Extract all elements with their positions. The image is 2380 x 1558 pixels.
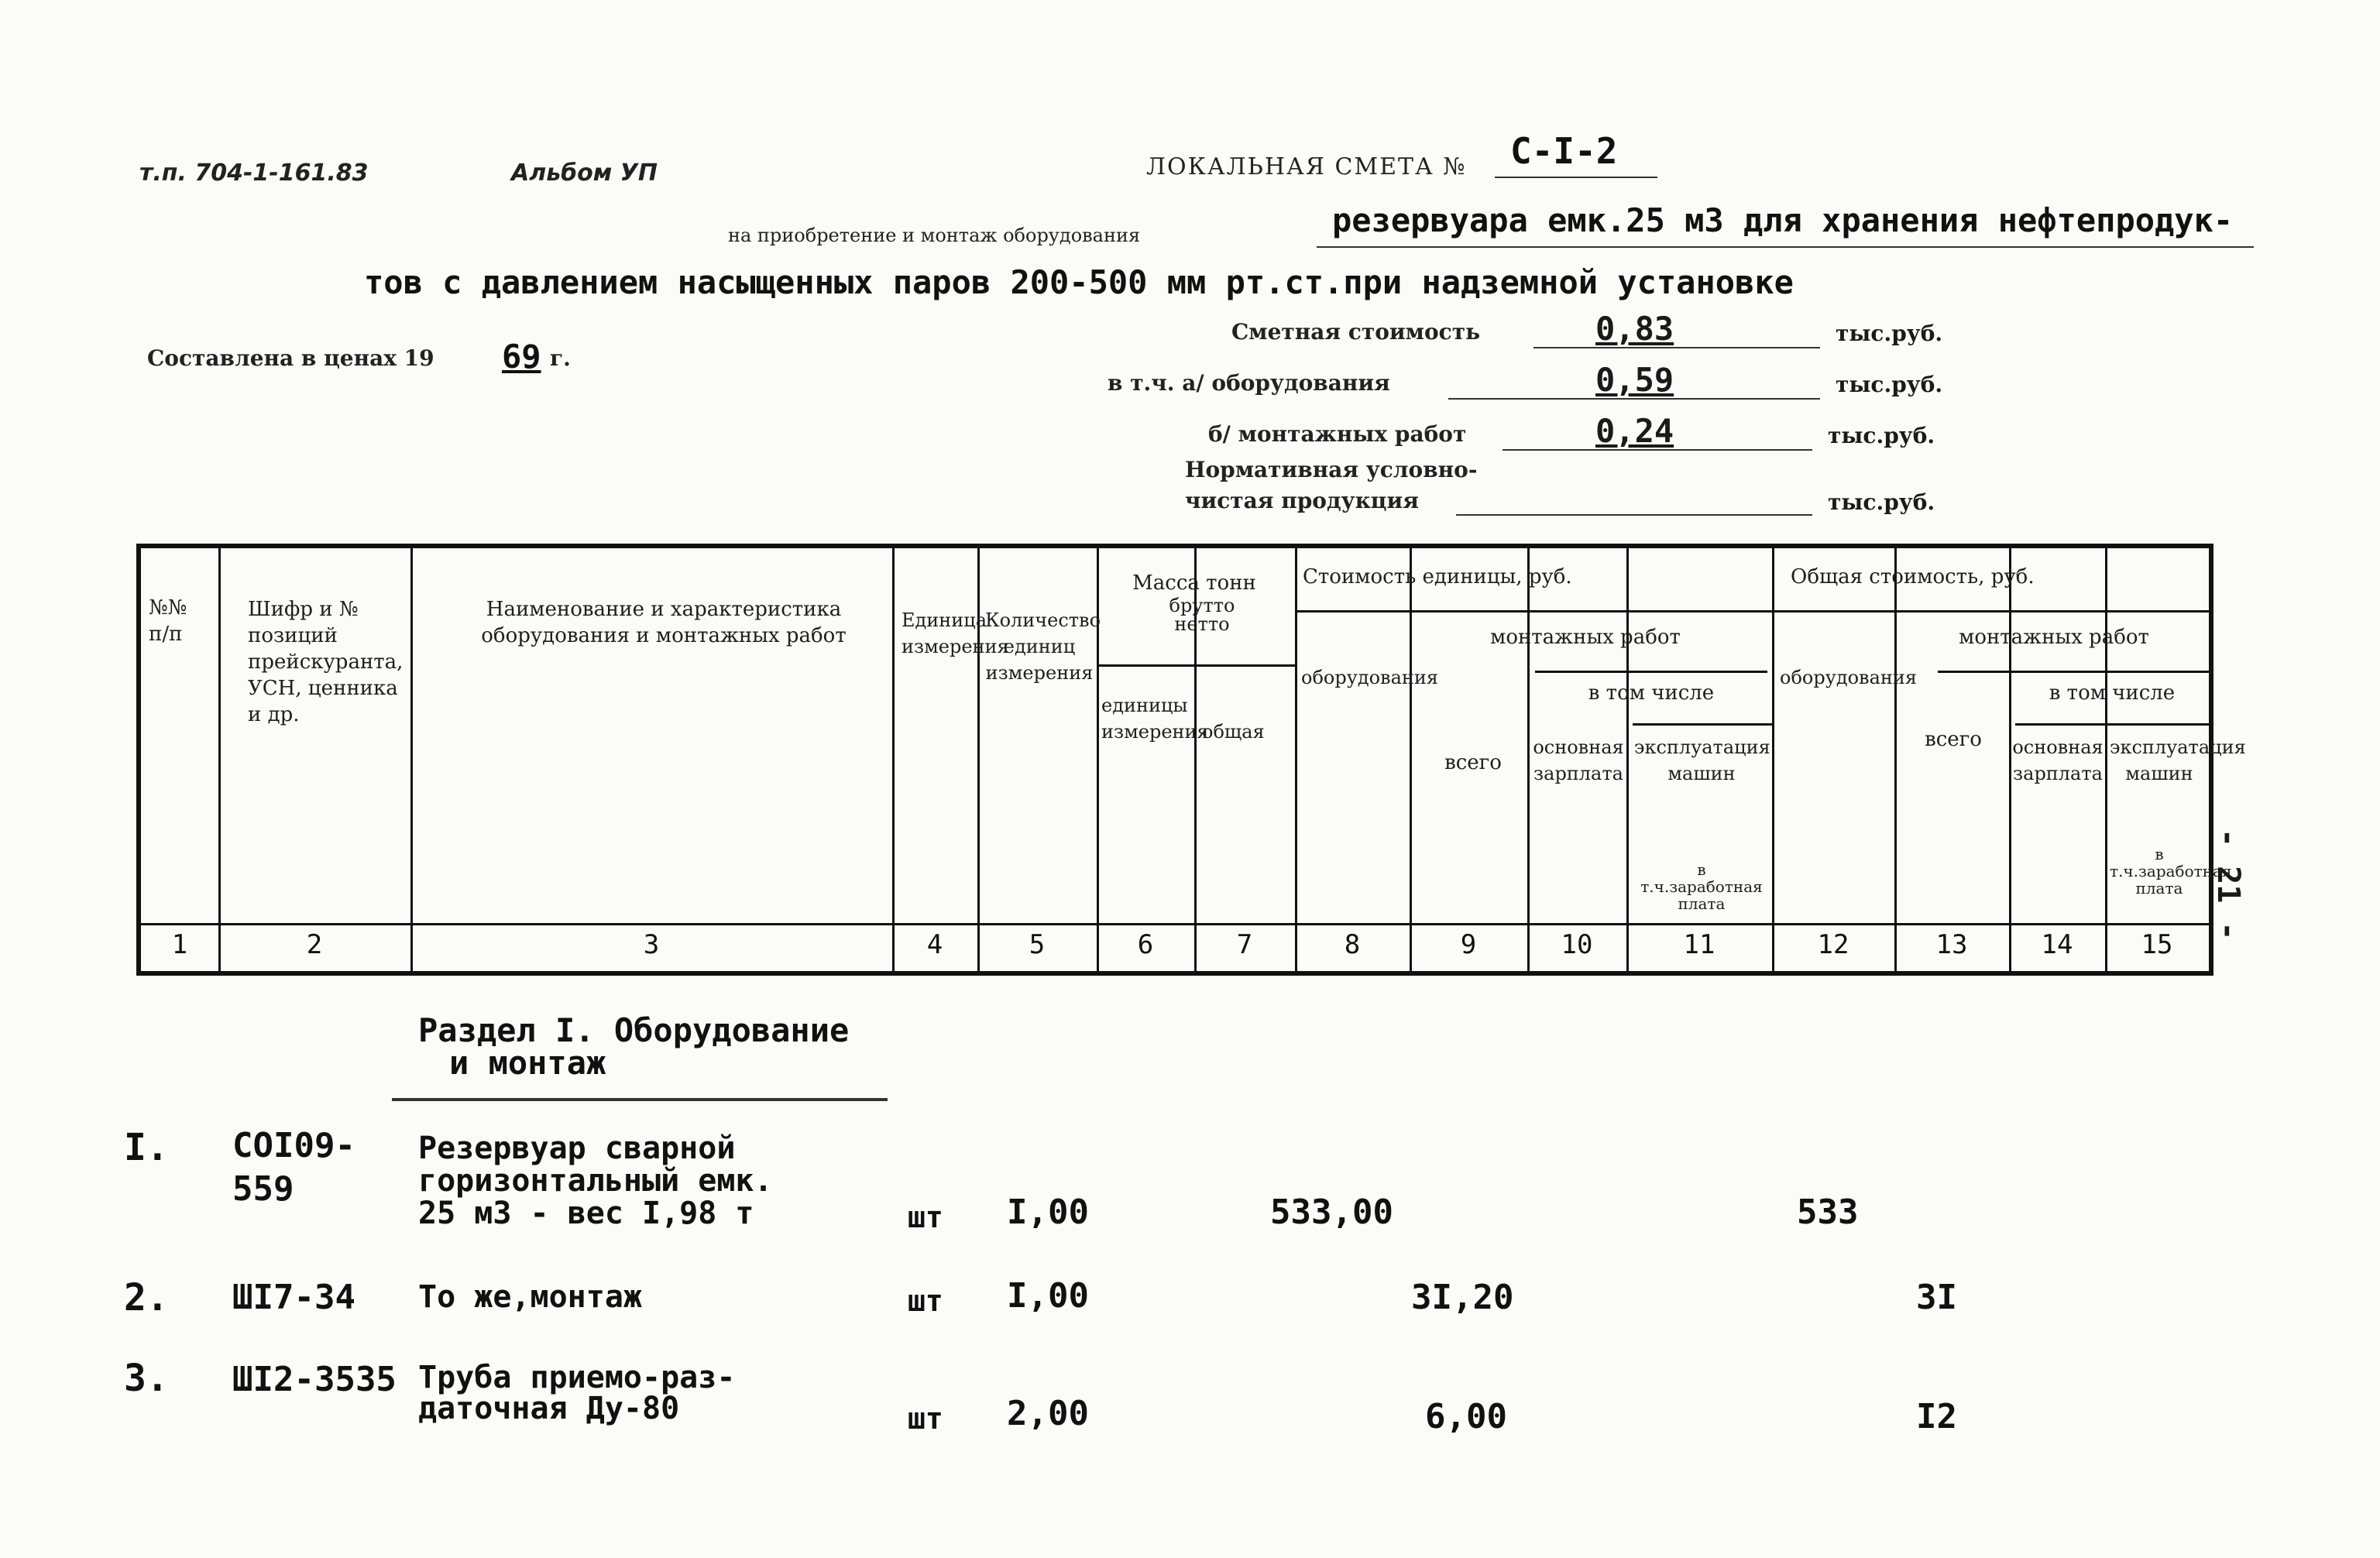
header-col-15a: эксплуатация машин <box>2110 736 2246 784</box>
total-cost-unit: тыс.руб. <box>1836 321 1943 346</box>
header-mass: Масса тонн <box>1132 571 1256 595</box>
row-divider <box>1535 671 1767 673</box>
col-number: 4 <box>926 929 943 960</box>
purpose-underline <box>1317 246 2254 248</box>
col-divider <box>410 548 413 971</box>
row-divider <box>1938 671 2209 673</box>
col-number: 14 <box>2041 929 2073 960</box>
composed-label: Составлена в ценах 19 <box>147 345 434 371</box>
header-col-15b: в т.ч.заработная плата <box>2110 845 2232 897</box>
row-name-2: даточная Ду-80 <box>418 1391 680 1426</box>
header-col-10: основная зарплата <box>1533 736 1624 784</box>
row-divider <box>1760 610 2209 613</box>
row-divider <box>1633 723 1772 726</box>
row-name: Резервуар сварной <box>418 1131 736 1166</box>
row-number: I. <box>124 1126 169 1169</box>
row-code: ШI2-3535 <box>232 1360 397 1399</box>
header-col-11a: эксплуатация машин <box>1634 736 1770 784</box>
equipment-cost-label: в т.ч. а/ оборудования <box>1108 370 1390 396</box>
row-divider <box>141 923 2209 925</box>
row-unit: шт <box>908 1284 943 1318</box>
header-col-9: всего <box>1444 751 1502 774</box>
col-number: 10 <box>1561 929 1593 960</box>
purpose-label: на приобретение и монтаж оборудования <box>728 225 1141 246</box>
col-number: 15 <box>2141 929 2173 960</box>
smeta-number-underline <box>1495 177 1657 178</box>
row-name-3: 25 м3 - вес I,98 т <box>418 1196 754 1231</box>
header-install-works: монтажных работ <box>1490 626 1681 649</box>
col-number: 5 <box>1029 929 1046 960</box>
album-label: Альбом УП <box>511 160 658 187</box>
row-install-total: 3I <box>1916 1278 1957 1317</box>
col-number: 3 <box>643 929 660 960</box>
install-cost-unit: тыс.руб. <box>1828 423 1935 448</box>
header-col-2: Шифр и № позиций прейскуранта, УСН, ценника и др. <box>248 598 404 726</box>
header-col-14: основная зарплата <box>2012 736 2104 784</box>
smeta-label: ЛОКАЛЬНАЯ СМЕТА № <box>1146 153 1467 180</box>
header-col-7: общая <box>1202 721 1265 743</box>
equipment-cost-unit: тыс.руб. <box>1836 372 1943 397</box>
section-underline <box>392 1098 888 1101</box>
page-number: - 21 - <box>2210 829 2246 941</box>
col-number: 7 <box>1236 929 1253 960</box>
row-equip-total: 533 <box>1797 1193 1859 1232</box>
equipment-cost-value: 0,59 <box>1595 361 1674 399</box>
col-number: 2 <box>306 929 323 960</box>
row-divider <box>2015 723 2209 726</box>
purpose-line-2: тов с давлением насыщенных паров 200-500 мм рт.ст.при надземной установке <box>364 263 1794 301</box>
header-incl-2: в том числе <box>2049 681 2176 705</box>
row-qty: 2,00 <box>1007 1394 1089 1433</box>
col-number: 1 <box>171 929 188 960</box>
row-unit: шт <box>908 1200 943 1234</box>
header-col-3: Наименование и характеристика оборудования и монтажных работ <box>481 598 847 647</box>
header-total-cost: Общая стоимость, руб. <box>1791 565 2035 589</box>
header-col-11b: в т.ч.заработная плата <box>1640 860 1763 913</box>
row-equip-unit-cost: 533,00 <box>1270 1193 1393 1232</box>
total-cost-line <box>1533 347 1820 348</box>
row-code: СОI09- <box>232 1126 355 1165</box>
smeta-number: С-I-2 <box>1510 130 1618 172</box>
row-divider <box>1295 610 1760 613</box>
header-netto: нетто <box>1174 613 1230 635</box>
purpose-line-1: резервуара емк.25 м3 для хранения нефтепродук- <box>1332 201 2234 239</box>
estimate-table <box>136 544 2246 976</box>
header-brutto: брутто <box>1169 595 1235 616</box>
header-col-4: Единица измерения <box>902 609 1009 657</box>
header-col-12: оборудования <box>1780 667 1918 688</box>
row-code: ШI7-34 <box>232 1278 355 1317</box>
col-number: 6 <box>1137 929 1154 960</box>
header-unit-cost: Стоимость единицы, руб. <box>1303 565 1572 589</box>
project-code: т.п. 704-1-161.83 <box>139 160 369 187</box>
col-divider <box>218 548 221 971</box>
row-name-2: горизонтальный емк. <box>418 1163 773 1199</box>
col-number: 9 <box>1460 929 1477 960</box>
header-install-works-2: монтажных работ <box>1959 626 2149 649</box>
row-install-unit-cost: 6,00 <box>1425 1397 1507 1436</box>
row-divider <box>1097 664 1295 667</box>
header-col-1: №№ п/п <box>149 596 187 646</box>
header-incl: в том числе <box>1588 681 1715 705</box>
col-number: 11 <box>1683 929 1715 960</box>
header-col-8: оборудования <box>1301 667 1439 688</box>
row-name: То же,монтаж <box>418 1279 642 1315</box>
header-col-13: всего <box>1925 728 1982 751</box>
row-code-2: 559 <box>232 1169 294 1209</box>
total-cost-value: 0,83 <box>1595 310 1674 348</box>
row-name: Труба приемо-раз- <box>418 1360 736 1395</box>
header-col-5: Количество единиц измерения <box>985 609 1101 684</box>
composed-year: 69 <box>502 338 541 376</box>
row-unit: шт <box>908 1402 943 1436</box>
row-qty: I,00 <box>1007 1193 1089 1232</box>
row-install-unit-cost: 3I,20 <box>1411 1278 1514 1317</box>
row-number: 2. <box>124 1276 169 1319</box>
norm-label-2: чистая продукция <box>1185 488 1419 513</box>
col-number: 12 <box>1817 929 1849 960</box>
section-title-line-2: и монтаж <box>449 1044 606 1082</box>
install-cost-value: 0,24 <box>1595 412 1674 450</box>
col-divider <box>892 548 895 971</box>
norm-line <box>1456 514 1812 516</box>
total-cost-label: Сметная стоимость <box>1231 319 1481 345</box>
norm-unit: тыс.руб. <box>1828 489 1935 515</box>
norm-label-1: Нормативная условно- <box>1185 457 1478 482</box>
install-cost-label: б/ монтажных работ <box>1208 421 1467 447</box>
composed-suffix: г. <box>550 345 571 371</box>
header-col-6: единицы измерения <box>1101 695 1209 743</box>
row-number: 3. <box>124 1357 169 1400</box>
section-title-line-1: Раздел I. Оборудование <box>418 1011 850 1049</box>
col-number: 8 <box>1344 929 1361 960</box>
col-number: 13 <box>1935 929 1968 960</box>
row-qty: I,00 <box>1007 1276 1089 1316</box>
row-install-total: I2 <box>1916 1397 1957 1436</box>
